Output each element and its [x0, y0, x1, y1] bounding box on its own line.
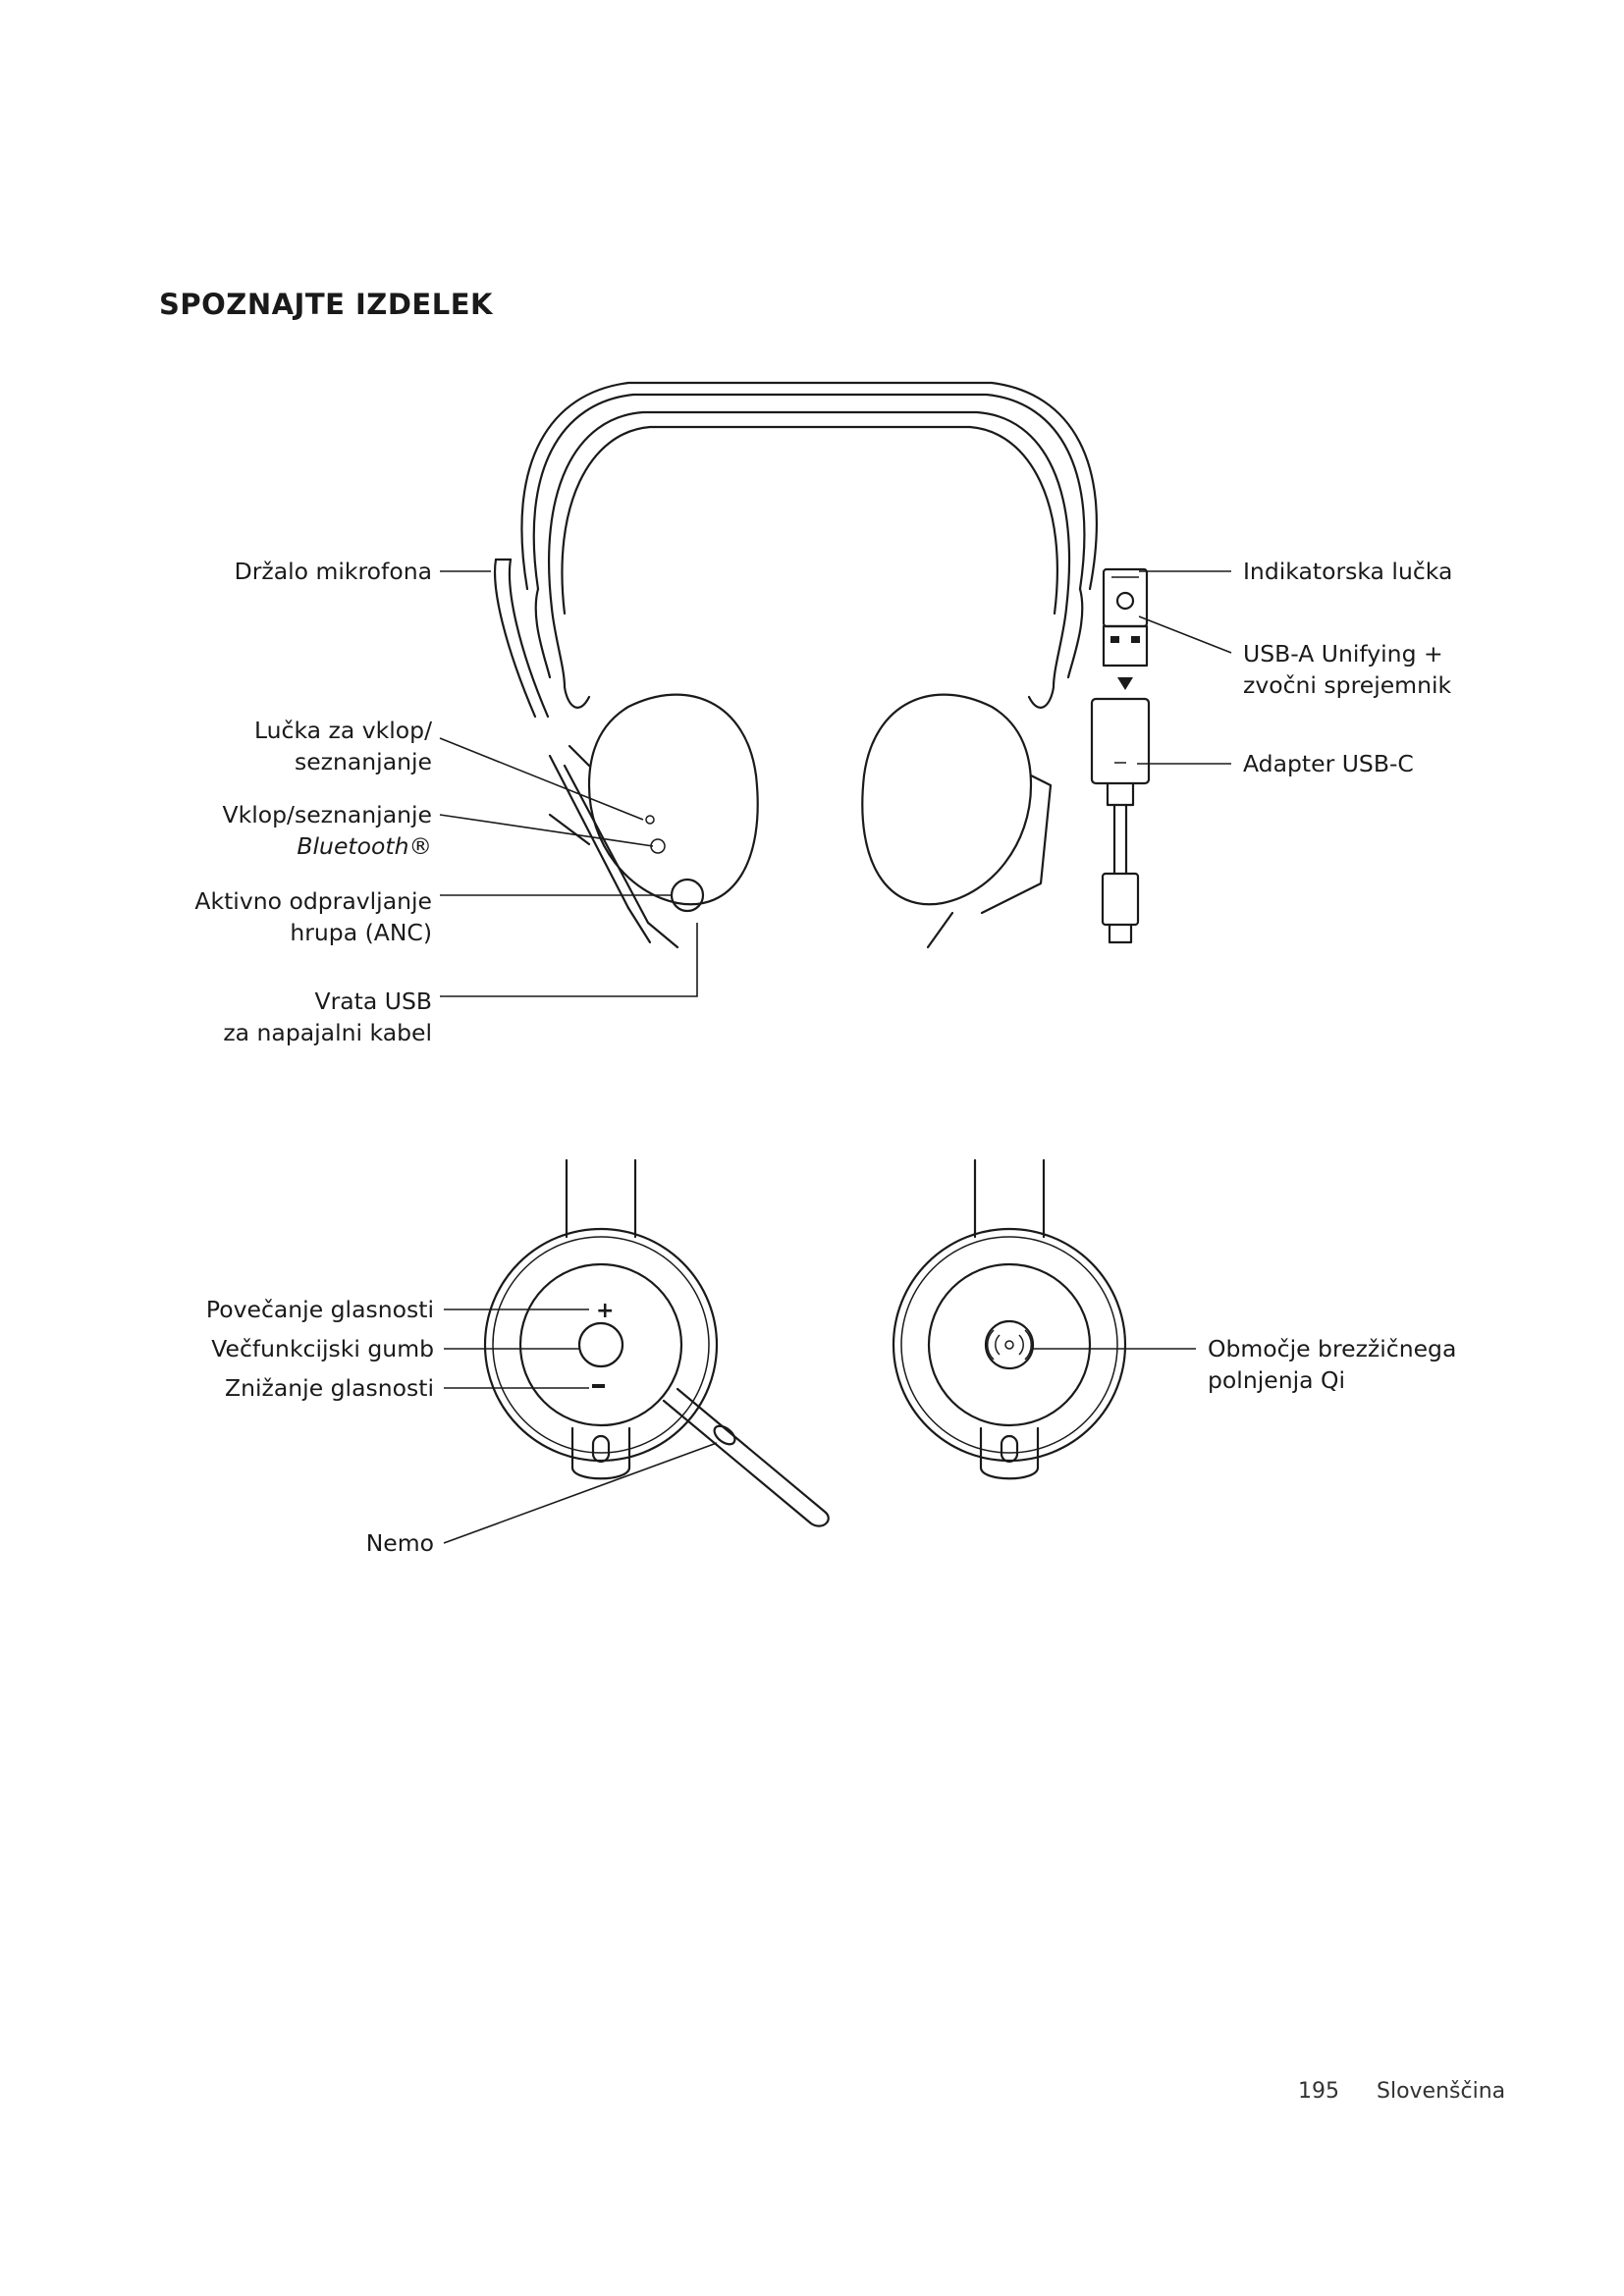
label-volume-up: Povečanje glasnosti	[205, 1296, 434, 1323]
label-bluetooth-power: Vklop/seznanjanje Bluetooth®	[222, 801, 432, 860]
label-usb-c-adapter: Adapter USB-C	[1243, 750, 1414, 777]
headband	[521, 383, 1096, 614]
label-multifunction-button: Večfunkcijski gumb	[211, 1335, 434, 1362]
label-usb-a-receiver: USB-A Unifying + zvočni sprejemnik	[1243, 640, 1452, 699]
left-side-view	[485, 1160, 829, 1526]
left-earcup	[536, 589, 758, 947]
label-qi-charging-area: Območje brezžičnega polnjenja Qi	[1208, 1335, 1457, 1394]
footer-language: Slovenščina	[1377, 2079, 1506, 2104]
page-title: SPOZNAJTE IZDELEK	[159, 288, 493, 321]
label-mic-holder: Držalo mikrofona	[234, 558, 432, 585]
page-number: 195	[1298, 2079, 1339, 2104]
label-volume-down: Znižanje glasnosti	[225, 1374, 434, 1402]
label-anc: Aktivno odpravljanje hrupa (ANC)	[194, 887, 432, 946]
svg-text:+: +	[596, 1299, 615, 1323]
label-indicator-light: Indikatorska lučka	[1243, 558, 1453, 585]
right-side-view	[893, 1160, 1125, 1478]
label-power-light: Lučka za vklop/ seznanjanje	[253, 717, 432, 775]
right-earcup	[862, 589, 1082, 947]
label-mute: Nemo	[365, 1529, 434, 1557]
usb-receiver	[1092, 569, 1149, 942]
label-usb-port: Vrata USB za napajalni kabel	[223, 988, 432, 1046]
